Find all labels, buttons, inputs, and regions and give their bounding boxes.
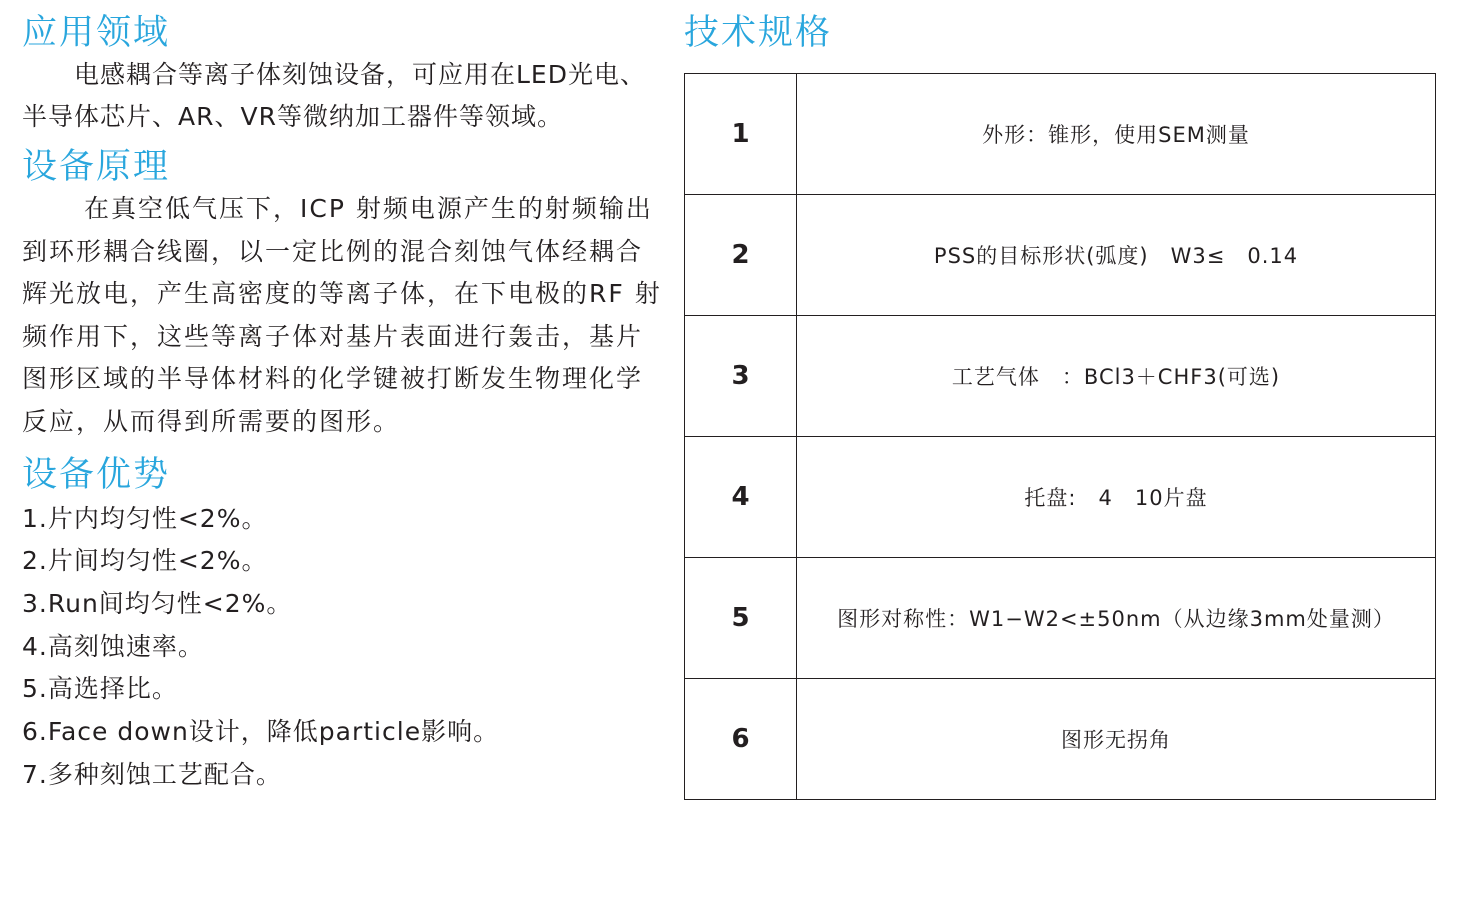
spec-number: 6 — [685, 679, 797, 800]
advantages-list — [22, 498, 667, 797]
principle-title: 设备原理 — [22, 147, 171, 187]
spec-number: 3 — [685, 316, 797, 437]
spec-number: 2 — [685, 195, 797, 316]
spec-description: 托盘: 4 10片盘 — [797, 437, 1436, 558]
table-row — [685, 679, 1436, 800]
spec-number: 1 — [685, 74, 797, 195]
advantages-title: 设备优势 — [22, 454, 171, 495]
advantage-item: 2.片间均匀性<2%。 — [22, 546, 268, 576]
spec-description: 工艺气体 ：BCl3＋CHF3(可选) — [797, 316, 1436, 437]
table-row — [685, 74, 1436, 195]
table-row — [685, 195, 1436, 316]
table-row — [685, 437, 1436, 558]
spec-description: PSS的目标形状(弧度) W3≤ 0.14 — [797, 195, 1436, 316]
spec-number: 5 — [685, 558, 797, 679]
spec-number: 4 — [685, 437, 797, 558]
advantage-item: 6.Face down设计，降低particle影响。 — [22, 717, 500, 747]
spec-description: 图形无拐角 — [797, 679, 1436, 800]
spec-description: 外形：锥形，使用SEM测量 — [797, 74, 1436, 195]
advantage-item: 3.Run间均匀性<2%。 — [22, 588, 293, 618]
advantage-item: 1.片内均匀性<2%。 — [22, 503, 268, 533]
specs-title: 技术规格 — [684, 13, 833, 53]
table-row — [685, 558, 1436, 679]
principle-text: 在真空低气压下，ICP 射频电源产生的射频输出到环形耦合线圈，以一定比例的混合刻蚀气体经耦合辉光放电，产生高密度的等离子体，在下电极的RF 射频作用下，这些等离子体对基片表面进行轰击，基片图形区域的半导体材料的化学键被打断发生物理化学反应，从而得到所需要的图形。 — [22, 194, 662, 436]
right-column — [684, 12, 1436, 800]
applications-title: 应用领域 — [22, 13, 171, 53]
advantage-item: 4.高刻蚀速率。 — [22, 631, 204, 661]
advantage-item: 5.高选择比。 — [22, 674, 178, 704]
table-row — [685, 316, 1436, 437]
advantage-item: 7.多种刻蚀工艺配合。 — [22, 759, 282, 789]
left-column — [22, 12, 667, 796]
spec-description: 图形对称性：W1−W2<±50nm（从边缘3mm处量测） — [797, 558, 1436, 679]
applications-text: 电感耦合等离子体刻蚀设备，可应用在LED光电、半导体芯片、AR、VR等微纳加工器件等领域。 — [22, 60, 646, 131]
specs-table — [684, 73, 1436, 800]
